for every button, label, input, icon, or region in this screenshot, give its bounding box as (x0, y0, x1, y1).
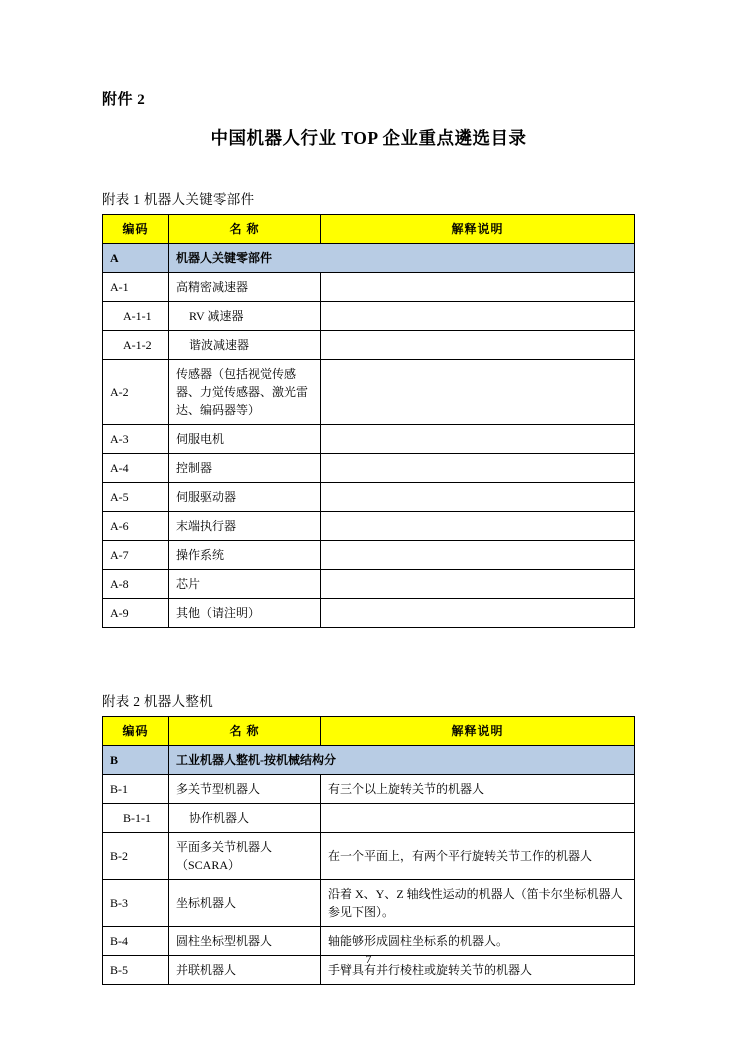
table-row (103, 512, 635, 541)
table1-caption: 附表 1 机器人关键零部件 (102, 192, 255, 207)
table-row (103, 331, 635, 360)
column-header: 解释说明 (321, 215, 635, 244)
cell-name: 圆柱坐标型机器人 (169, 927, 321, 956)
cell-description: 沿着 X、Y、Z 轴线性运动的机器人（笛卡尔坐标机器人参见下图）。 (321, 880, 635, 927)
table-row (103, 425, 635, 454)
table-section-row (103, 244, 635, 273)
table-header-row (103, 717, 635, 746)
cell-code: B-5 (103, 956, 169, 985)
cell-code: A-3 (103, 425, 169, 454)
cell-name: 高精密减速器 (169, 273, 321, 302)
cell-code: A-5 (103, 483, 169, 512)
column-header: 名 称 (169, 717, 321, 746)
cell-name: 谐波减速器 (169, 331, 321, 360)
cell-description (321, 570, 635, 599)
cell-name: 机器人关键零部件 (169, 244, 635, 273)
cell-code: A-1-2 (103, 331, 169, 360)
cell-code: B-4 (103, 927, 169, 956)
table-row (103, 483, 635, 512)
table-row (103, 360, 635, 425)
page-content (102, 0, 635, 985)
page-title: 中国机器人行业 TOP 企业重点遴选目录 (210, 128, 527, 148)
table-row (103, 833, 635, 880)
cell-code: A-1-1 (103, 302, 169, 331)
table-section-row (103, 746, 635, 775)
column-header: 编码 (103, 717, 169, 746)
cell-name: 多关节型机器人 (169, 775, 321, 804)
cell-name: 并联机器人 (169, 956, 321, 985)
cell-description (321, 273, 635, 302)
cell-description (321, 483, 635, 512)
cell-description: 手臂具有并行棱柱或旋转关节的机器人 (321, 956, 635, 985)
column-header: 编码 (103, 215, 169, 244)
cell-description: 轴能够形成圆柱坐标系的机器人。 (321, 927, 635, 956)
page-number: 7 (365, 952, 372, 966)
cell-code: A-9 (103, 599, 169, 628)
cell-description (321, 541, 635, 570)
table-row (103, 775, 635, 804)
cell-code: A-2 (103, 360, 169, 425)
table-row (103, 273, 635, 302)
cell-description (321, 454, 635, 483)
table-row (103, 804, 635, 833)
cell-name: 伺服电机 (169, 425, 321, 454)
cell-description (321, 425, 635, 454)
cell-description (321, 331, 635, 360)
attachment-label: 附件 2 (102, 92, 146, 108)
table-row (103, 570, 635, 599)
cell-code: B-1 (103, 775, 169, 804)
cell-name: 操作系统 (169, 541, 321, 570)
cell-code: B (103, 746, 169, 775)
cell-name: 末端执行器 (169, 512, 321, 541)
cell-code: A-6 (103, 512, 169, 541)
table-row (103, 302, 635, 331)
cell-code: A-1 (103, 273, 169, 302)
cell-code: A-4 (103, 454, 169, 483)
cell-name: 控制器 (169, 454, 321, 483)
cell-description (321, 599, 635, 628)
cell-name: RV 减速器 (169, 302, 321, 331)
table-row (103, 880, 635, 927)
table2-body (103, 717, 635, 985)
cell-code: B-1-1 (103, 804, 169, 833)
cell-name: 协作机器人 (169, 804, 321, 833)
table-row (103, 454, 635, 483)
cell-description (321, 512, 635, 541)
cell-description (321, 804, 635, 833)
cell-code: B-3 (103, 880, 169, 927)
table-header-row (103, 215, 635, 244)
cell-name: 其他（请注明） (169, 599, 321, 628)
cell-name: 坐标机器人 (169, 880, 321, 927)
cell-code: A-8 (103, 570, 169, 599)
cell-code: A (103, 244, 169, 273)
cell-description: 在一个平面上，有两个平行旋转关节工作的机器人 (321, 833, 635, 880)
cell-description (321, 302, 635, 331)
cell-code: A-7 (103, 541, 169, 570)
cell-description (321, 360, 635, 425)
cell-description: 有三个以上旋转关节的机器人 (321, 775, 635, 804)
cell-name: 芯片 (169, 570, 321, 599)
cell-name: 伺服驱动器 (169, 483, 321, 512)
table-row (103, 541, 635, 570)
table-row (103, 599, 635, 628)
column-header: 解释说明 (321, 717, 635, 746)
table2-caption: 附表 2 机器人整机 (102, 694, 213, 709)
cell-code: B-2 (103, 833, 169, 880)
cell-name: 传感器（包括视觉传感器、力觉传感器、激光雷达、编码器等） (169, 360, 321, 425)
table1-body (103, 215, 635, 628)
table-robot-key-components (102, 214, 635, 628)
cell-name: 平面多关节机器人（SCARA） (169, 833, 321, 880)
table-robot-complete-machines (102, 716, 635, 985)
cell-name: 工业机器人整机-按机械结构分 (169, 746, 635, 775)
column-header: 名 称 (169, 215, 321, 244)
